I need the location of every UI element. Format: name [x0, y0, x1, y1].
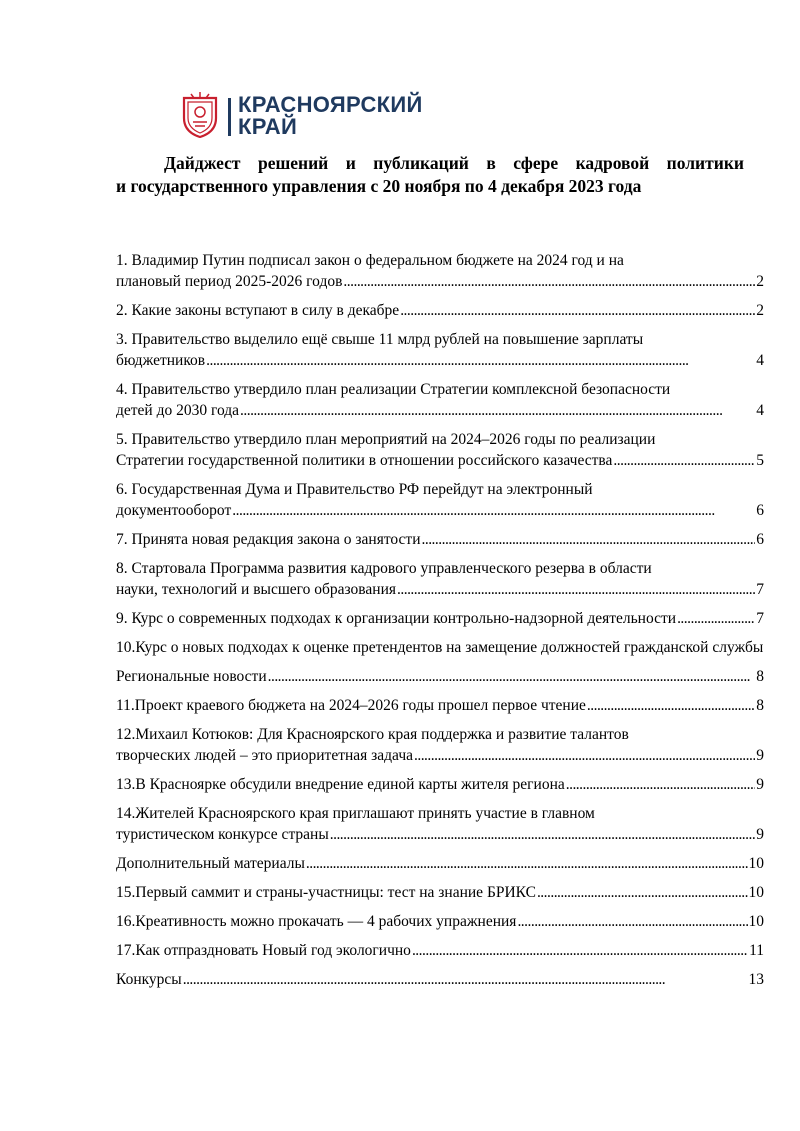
toc-entry-title-line: 3. Правительство выделило ещё свыше 11 млрд рублей на повышение зарплаты — [116, 331, 644, 348]
toc-entry-title-line: 12.Михаил Котюков: Для Красноярского края поддержка и развитие талантов — [116, 726, 629, 743]
toc-entry-title: 10.Курс о новых подходах к оценке претендентов на замещение должностей гражданской службы — [116, 639, 764, 656]
dot-leader — [232, 500, 755, 521]
toc-entry-title-line: 1. Владимир Путин подписал закон о федеральном бюджете на 2024 год и на — [116, 252, 624, 269]
toc-entry-title-line: 5. Правительство утвердило план мероприятий на 2024–2026 годы по реализации — [116, 431, 656, 448]
toc-entry[interactable] — [116, 379, 764, 421]
toc-entry-title: 13.В Красноярке обсудили внедрение единой карты жителя региона — [116, 776, 565, 793]
toc-entry[interactable] — [116, 666, 764, 687]
toc-entry-title: 7. Принята новая редакция закона о занятости — [116, 531, 421, 548]
toc-page-number: 10 — [748, 913, 764, 930]
toc-entry-title-line: 6. Государственная Дума и Правительство РФ перейдут на электронный — [116, 481, 593, 498]
toc-entry[interactable] — [116, 774, 764, 795]
toc-entry-title: науки, технологий и высшего образования — [116, 581, 397, 598]
toc-page-number: 7 — [756, 581, 764, 598]
toc-page-number: 9 — [756, 776, 764, 793]
table-of-contents — [116, 250, 764, 998]
toc-page-number: 8 — [756, 697, 764, 714]
toc-entry-title: документооборот — [116, 502, 232, 519]
toc-entry[interactable] — [116, 608, 764, 629]
dot-leader — [677, 608, 755, 629]
toc-page-number: 13 — [748, 971, 764, 988]
toc-entry-title: Дополнительный материалы — [116, 855, 305, 872]
dot-leader — [414, 745, 755, 766]
toc-entry[interactable] — [116, 250, 764, 292]
dot-leader — [517, 911, 747, 932]
dot-leader — [268, 666, 756, 687]
toc-entry-title: Конкурсы — [116, 971, 182, 988]
dot-leader — [613, 450, 755, 471]
toc-entry[interactable] — [116, 803, 764, 845]
toc-entry-title: туристическом конкурсе страны — [116, 826, 329, 843]
toc-page-number: 6 — [756, 531, 764, 548]
dot-leader — [566, 774, 756, 795]
toc-entry[interactable] — [116, 558, 764, 600]
toc-entry[interactable] — [116, 695, 764, 716]
title-line-2: и государственного управления с 20 ноября по 4 декабря 2023 года — [116, 176, 642, 196]
toc-page-number: 7 — [756, 610, 764, 627]
toc-page-number: 9 — [756, 747, 764, 764]
toc-entry-title: Стратегии государственной политики в отношении российского казачества — [116, 452, 613, 469]
toc-page-number: 10 — [748, 884, 764, 901]
document-title — [116, 152, 744, 198]
dot-leader — [400, 300, 755, 321]
toc-entry-title-line: 8. Стартовала Программа развития кадрового управленческого резерва в области — [116, 560, 652, 577]
toc-entry[interactable] — [116, 882, 764, 903]
dot-leader — [397, 579, 755, 600]
toc-entry-title: 11.Проект краевого бюджета на 2024–2026 годы прошел первое чтение — [116, 697, 586, 714]
dot-leader — [206, 350, 755, 371]
dot-leader — [422, 529, 756, 550]
toc-page-number: 8 — [756, 668, 764, 685]
toc-page-number: 10 — [748, 855, 764, 872]
toc-entry-title-line: 14.Жителей Красноярского края приглашают принять участие в главном — [116, 805, 595, 822]
toc-page-number: 4 — [756, 352, 764, 369]
toc-entry[interactable] — [116, 969, 764, 990]
toc-page-number: 11 — [749, 942, 764, 959]
dot-leader — [306, 853, 748, 874]
logo-line-1: КРАСНОЯРСКИЙ — [238, 92, 423, 117]
logo-line-2: КРАЙ — [238, 114, 298, 139]
toc-entry-title: Региональные новости — [116, 668, 267, 685]
dot-leader — [412, 940, 748, 961]
coat-of-arms-icon — [180, 92, 220, 138]
toc-entry-title: 9. Курс о современных подходах к организации контрольно-надзорной деятельности — [116, 610, 677, 627]
dot-leader — [587, 695, 755, 716]
toc-entry[interactable] — [116, 429, 764, 471]
toc-entry[interactable] — [116, 329, 764, 371]
toc-entry[interactable] — [116, 637, 764, 658]
toc-page-number: 6 — [756, 502, 764, 519]
toc-entry[interactable] — [116, 479, 764, 521]
dot-leader — [183, 969, 748, 990]
title-line-1: Дайджест решений и публикаций в сфере кадровой политики — [164, 153, 744, 173]
toc-entry-title: 15.Первый саммит и страны-участницы: тест на знание БРИКС — [116, 884, 536, 901]
dot-leader — [343, 271, 755, 292]
toc-entry[interactable] — [116, 529, 764, 550]
toc-entry-title: 2. Какие законы вступают в силу в декабре — [116, 302, 400, 319]
logo-text — [238, 94, 423, 138]
toc-entry-title: плановый период 2025-2026 годов — [116, 273, 343, 290]
toc-entry-title: 16.Креативность можно прокачать — 4 рабочих упражнения — [116, 913, 517, 930]
toc-entry-title-line: 4. Правительство утвердило план реализации Стратегии комплексной безопасности — [116, 381, 671, 398]
toc-entry-title: детей до 2030 года — [116, 402, 240, 419]
toc-page-number: 5 — [756, 452, 764, 469]
toc-page-number: 4 — [756, 402, 764, 419]
toc-entry[interactable] — [116, 724, 764, 766]
dot-leader — [537, 882, 748, 903]
toc-page-number: 2 — [756, 302, 764, 319]
toc-entry[interactable] — [116, 940, 764, 961]
toc-page-number: 9 — [756, 826, 764, 843]
dot-leader — [330, 824, 756, 845]
toc-entry[interactable] — [116, 911, 764, 932]
toc-entry[interactable] — [116, 853, 764, 874]
toc-entry-title: творческих людей – это приоритетная задача — [116, 747, 413, 764]
toc-entry-title: 17.Как отпраздновать Новый год экологично — [116, 942, 411, 959]
logo-divider — [228, 98, 231, 136]
toc-entry[interactable] — [116, 300, 764, 321]
toc-entry-title: бюджетников — [116, 352, 206, 369]
dot-leader — [240, 400, 755, 421]
toc-page-number: 2 — [756, 273, 764, 290]
